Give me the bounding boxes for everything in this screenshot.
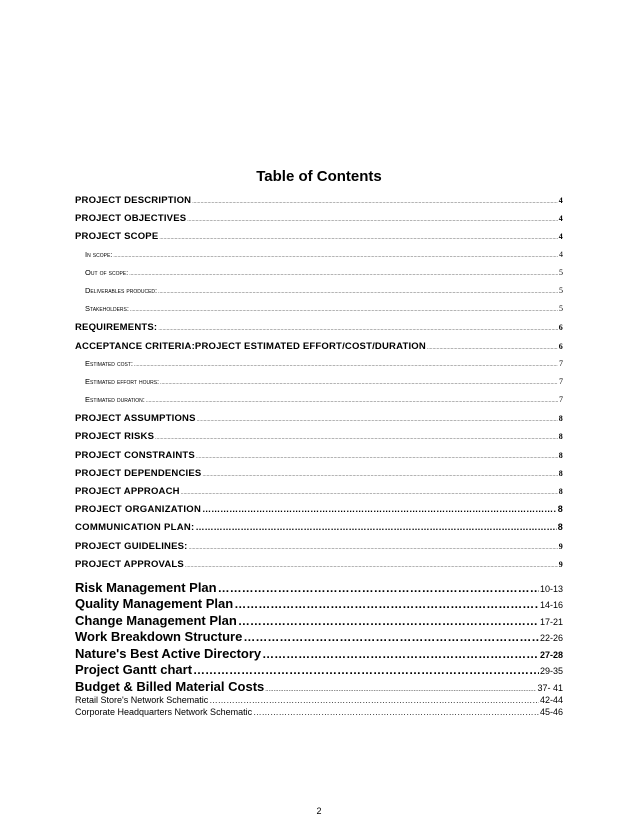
dot-leader bbox=[209, 695, 539, 705]
toc-entry-label: Nature's Best Active Directory bbox=[75, 645, 262, 661]
toc-entry[interactable] bbox=[75, 613, 563, 630]
dot-leader bbox=[187, 217, 558, 223]
toc-entry-label: PROJECT OBJECTIVES bbox=[75, 213, 187, 225]
dot-leader bbox=[130, 307, 558, 313]
toc-entry-page: 7 bbox=[559, 376, 563, 386]
page-number: 2 bbox=[316, 806, 322, 816]
toc-subentry[interactable] bbox=[75, 377, 563, 395]
toc-entry-label: Stakeholders: bbox=[85, 304, 129, 314]
toc-entry-label: PROJECT CONSTRAINTS bbox=[75, 449, 195, 461]
toc-entry-page: 45-46 bbox=[539, 706, 563, 717]
toc-entry-page: 6 bbox=[558, 341, 563, 351]
toc-entry-label: Retail Store's Network Schematic bbox=[75, 695, 209, 706]
toc-entry-label: Budget & Billed Material Costs bbox=[75, 678, 265, 694]
toc-entry-label: Estimated duration: bbox=[85, 395, 145, 405]
toc-entry-label: Project Gantt chart bbox=[75, 662, 193, 678]
toc-subentry[interactable] bbox=[75, 250, 563, 268]
toc-entry-label: Corporate Headquarters Network Schematic bbox=[75, 706, 253, 717]
dot-leader bbox=[202, 472, 557, 478]
toc-entry[interactable] bbox=[75, 580, 563, 597]
toc-entry[interactable] bbox=[75, 541, 563, 559]
toc-entry[interactable] bbox=[75, 559, 563, 577]
toc-entry[interactable] bbox=[75, 662, 563, 679]
toc-entry-label: PROJECT RISKS bbox=[75, 431, 155, 443]
toc-entry[interactable] bbox=[75, 707, 563, 719]
toc-entry-page: 9 bbox=[558, 541, 563, 551]
dot-leader bbox=[262, 647, 539, 661]
dot-leader bbox=[238, 614, 539, 628]
toc-entry-label: Work Breakdown Structure bbox=[75, 629, 243, 645]
dot-leader bbox=[202, 504, 557, 514]
dot-leader bbox=[243, 630, 539, 644]
toc-entry-page: 42-44 bbox=[539, 695, 563, 706]
dot-leader bbox=[427, 345, 558, 351]
toc-entry-page: 5 bbox=[559, 285, 563, 295]
toc-subentry[interactable] bbox=[75, 268, 563, 286]
dot-leader bbox=[129, 271, 558, 277]
toc-entry[interactable] bbox=[75, 629, 563, 646]
toc-entry-page: 4 bbox=[558, 196, 563, 205]
toc-entry-page: 8 bbox=[558, 468, 563, 478]
dot-leader bbox=[265, 687, 536, 693]
toc-entry[interactable] bbox=[75, 195, 563, 213]
dot-leader bbox=[159, 235, 557, 241]
toc-subentry[interactable] bbox=[75, 304, 563, 322]
toc-entry-label: REQUIREMENTS: bbox=[75, 322, 158, 334]
toc-entry[interactable] bbox=[75, 679, 563, 696]
toc-entry[interactable] bbox=[75, 450, 563, 468]
dot-leader bbox=[196, 454, 558, 460]
toc-entry-page: 17-21 bbox=[539, 616, 563, 627]
toc-entry-page: 6 bbox=[558, 323, 563, 333]
toc-entry-label: Out of scope: bbox=[85, 267, 129, 277]
table-of-contents bbox=[75, 195, 563, 718]
toc-entry-page: 8 bbox=[557, 522, 563, 533]
dot-leader bbox=[134, 362, 558, 368]
toc-entry-page: 5 bbox=[559, 304, 563, 314]
toc-entry[interactable] bbox=[75, 413, 563, 431]
toc-entry-page: 8 bbox=[558, 432, 563, 442]
dot-leader bbox=[193, 663, 539, 677]
toc-entry-page: 14-16 bbox=[539, 600, 563, 611]
toc-entry[interactable] bbox=[75, 468, 563, 486]
toc-entry-page: 4 bbox=[558, 214, 563, 224]
dot-leader bbox=[189, 545, 558, 551]
toc-entry-page: 8 bbox=[558, 487, 563, 496]
dot-leader bbox=[234, 597, 539, 611]
toc-entry-page: 27-28 bbox=[539, 649, 563, 660]
dot-leader bbox=[192, 199, 558, 205]
toc-entry-label: PROJECT SCOPE bbox=[75, 231, 159, 243]
toc-entry-page: 9 bbox=[558, 559, 563, 569]
dot-leader bbox=[218, 581, 539, 595]
dot-leader bbox=[113, 253, 558, 259]
dot-leader bbox=[146, 398, 558, 404]
toc-entry[interactable] bbox=[75, 486, 563, 504]
dot-leader bbox=[155, 435, 558, 441]
toc-entry-label: PROJECT DEPENDENCIES bbox=[75, 467, 202, 479]
toc-entry-page: 29-35 bbox=[539, 666, 563, 677]
toc-entry-label: Risk Management Plan bbox=[75, 579, 217, 595]
dot-leader bbox=[181, 490, 558, 496]
toc-entry-page: 7 bbox=[559, 358, 563, 368]
toc-entry-page: 8 bbox=[558, 450, 563, 460]
toc-entry[interactable] bbox=[75, 231, 563, 249]
dot-leader bbox=[158, 289, 558, 295]
toc-entry-label: PROJECT ORGANIZATION bbox=[75, 504, 202, 516]
toc-entry-label: Quality Management Plan bbox=[75, 596, 234, 612]
toc-entry-label: PROJECT ASSUMPTIONS bbox=[75, 413, 196, 425]
toc-entry-page: 22-26 bbox=[539, 633, 563, 644]
toc-entry-page: 37- 41 bbox=[537, 682, 563, 693]
dot-leader bbox=[158, 326, 557, 332]
toc-entry[interactable] bbox=[75, 504, 563, 522]
toc-entry-page: 4 bbox=[559, 249, 563, 259]
toc-entry[interactable] bbox=[75, 522, 563, 540]
toc-entry[interactable] bbox=[75, 695, 563, 707]
toc-entry-page: 8 bbox=[558, 414, 563, 424]
dot-leader bbox=[160, 380, 558, 386]
toc-entry[interactable] bbox=[75, 322, 563, 340]
toc-entry-page: 8 bbox=[557, 504, 563, 515]
toc-entry-label: Change Management Plan bbox=[75, 612, 237, 628]
toc-entry-label: PROJECT APPROVALS bbox=[75, 558, 184, 570]
toc-entry[interactable] bbox=[75, 431, 563, 449]
toc-entry-label: Deliverables produced: bbox=[85, 285, 158, 295]
toc-entry[interactable] bbox=[75, 596, 563, 613]
dot-leader bbox=[253, 707, 539, 717]
toc-subentry[interactable] bbox=[75, 359, 563, 377]
dot-leader bbox=[185, 563, 558, 569]
toc-entry[interactable] bbox=[75, 213, 563, 231]
toc-entry-label: ACCEPTANCE CRITERIA:PROJECT ESTIMATED EFFORT/COST/DURATION bbox=[75, 340, 426, 352]
toc-entry[interactable] bbox=[75, 341, 563, 359]
toc-entry-label: Estimated effort hours: bbox=[85, 376, 160, 386]
dot-leader bbox=[196, 522, 557, 532]
toc-entry-label: PROJECT APPROACH bbox=[75, 486, 180, 497]
toc-entry-label: PROJECT GUIDELINES: bbox=[75, 540, 188, 552]
toc-subentry[interactable] bbox=[75, 286, 563, 304]
toc-entry-page: 10-13 bbox=[539, 583, 563, 594]
toc-entry-label: In scope: bbox=[85, 249, 113, 259]
toc-entry-label: COMMUNICATION PLAN: bbox=[75, 522, 195, 534]
dot-leader bbox=[197, 417, 558, 423]
toc-entry-label: PROJECT DESCRIPTION bbox=[75, 195, 192, 206]
toc-entry-page: 7 bbox=[559, 395, 563, 405]
toc-entry-page: 5 bbox=[559, 267, 563, 277]
toc-subentry[interactable] bbox=[75, 395, 563, 413]
toc-entry[interactable] bbox=[75, 646, 563, 663]
toc-title: Table of Contents bbox=[256, 168, 382, 185]
toc-entry-page: 4 bbox=[558, 232, 563, 242]
toc-entry-label: Estimated cost: bbox=[85, 358, 133, 368]
